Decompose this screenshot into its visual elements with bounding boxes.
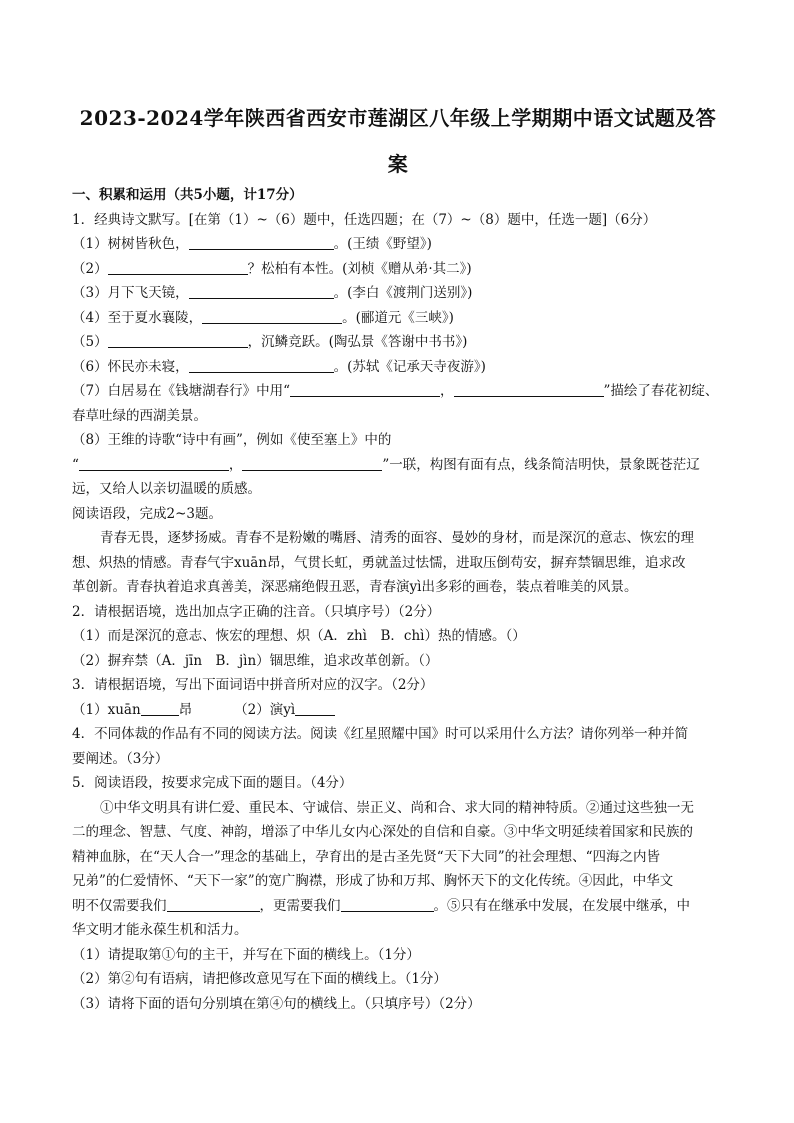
answer-blank[interactable] xyxy=(141,701,179,716)
question-5-passage-line xyxy=(72,894,724,919)
question-1-item-6 xyxy=(72,355,724,380)
question-1-item-8-continued: 远，又给人以亲切温暖的质感。 xyxy=(72,481,261,497)
question-5-stem: 5．阅读语段，按要求完成下面的题目。（4分） xyxy=(72,775,353,791)
item-text: 。(李白《渡荆门送别》) xyxy=(333,285,473,301)
item-text: （3）月下飞天镜， xyxy=(72,285,189,301)
question-5-passage-line: 二的理念、智慧、气度、神韵，增添了中华儿女内心深处的自信和自豪。③中华文明延续着国家和民族的 xyxy=(72,824,693,840)
item-text: （6）怀民亦未寝， xyxy=(72,358,189,375)
question-2-item-1: （1）而是深沉的意志、恢宏的理想、炽（A．zhì B．chì）热的情感。（） xyxy=(72,628,526,644)
question-1-stem: 1．经典诗文默写。[在第（1）~（6）题中，任选四题；在（7）~（8）题中，任选一题]（6分） xyxy=(72,211,657,228)
answer-blank[interactable] xyxy=(242,456,382,471)
question-3-items xyxy=(72,698,724,723)
answer-blank[interactable] xyxy=(189,235,334,250)
item-text: ， xyxy=(228,456,243,473)
question-5-sub-3: （3）请将下面的语句分别填在第④句的横线上。（只填序号）（2分） xyxy=(72,995,481,1012)
item-text: （2） xyxy=(72,260,108,277)
question-4-line: 4．不同体裁的作品有不同的阅读方法。阅读《红星照耀中国》时可以采用什么方法？请你列举一种并简 xyxy=(72,726,689,742)
question-5-sub-1: （1）请提取第①句的主干，并写在下面的横线上。（1分） xyxy=(72,946,420,963)
question-3-stem: 3．请根据语境，写出下面词语中拼音所对应的汉字。（2分） xyxy=(72,677,434,693)
question-1-item-3 xyxy=(72,281,724,306)
item-text: ， xyxy=(440,383,454,399)
question-5-sub-2: （2）第②句有语病，请把修改意见写在下面的横线上。（1分） xyxy=(72,971,447,987)
reading-intro: 阅读语段，完成2~3题。 xyxy=(72,505,222,522)
item-text: ，沉鳞竞跃。(陶弘景《答谢中书书》) xyxy=(247,334,468,350)
item-text: 。⑤只有在继承中发展，在发展中继承，中 xyxy=(433,897,690,914)
item-text: （5） xyxy=(72,334,108,350)
reading-passage-line: 想、炽热的情感。青春气宇xuān昂，气贯长虹，勇就盖过怯懦，进取压倒苟安，摒弃禁锢思维，追求改 xyxy=(72,554,686,571)
answer-blank[interactable] xyxy=(189,358,334,373)
question-5-passage-line: 兄弟”的仁爱情怀、“天下一家”的宽广胸襟，形成了协和万邦、胸怀天下的文化传统。④因此，中华文 xyxy=(72,873,674,889)
section-heading: 一、积累和运用（共5小题，计17分） xyxy=(72,187,303,203)
question-2-item-2: （2）摒弃禁（A．jīn B．jìn）锢思维，追求改革创新。（） xyxy=(72,652,439,669)
item-text: 。(苏轼《记承天寺夜游》) xyxy=(333,358,486,375)
question-1-item-7-continued: 春草吐绿的西湖美景。 xyxy=(72,407,207,424)
item-text: ，更需要我们 xyxy=(259,897,341,914)
answer-blank[interactable] xyxy=(79,456,229,471)
question-1-item-7 xyxy=(72,379,724,404)
reading-passage-line: 青春无畏，逐梦扬威。青春不是粉嫩的嘴唇、清秀的面容、曼妙的身材，而是深沉的意志、恢宏的理 xyxy=(100,530,694,546)
item-text: 昂 xyxy=(178,701,193,718)
question-1-item-2 xyxy=(72,257,724,282)
answer-blank[interactable] xyxy=(341,897,434,912)
question-5-passage-line: 华文明才能永葆生机和活力。 xyxy=(72,922,248,938)
question-1-item-8-blanks xyxy=(72,453,724,478)
question-1-item-4 xyxy=(72,306,724,331)
item-text: “ xyxy=(72,456,79,473)
question-1-item-1 xyxy=(72,232,724,257)
question-1-item-5 xyxy=(72,330,724,355)
answer-blank[interactable] xyxy=(295,701,335,716)
answer-blank[interactable] xyxy=(189,284,334,299)
item-text: 明不仅需要我们 xyxy=(72,897,167,914)
answer-blank[interactable] xyxy=(108,333,248,348)
item-text: ？松柏有本性。(刘桢《赠从弟·其二》) xyxy=(247,260,472,277)
answer-blank[interactable] xyxy=(202,309,342,324)
answer-blank[interactable] xyxy=(167,897,260,912)
item-text: ”描绘了春花初绽、 xyxy=(603,383,719,399)
item-text: （1）树树皆秋色， xyxy=(72,236,189,252)
question-5-passage-line: ①中华文明具有讲仁爱、重民本、守诚信、崇正义、尚和合、求大同的精神特质。②通过这些独一无 xyxy=(100,799,694,816)
document-title-line1: 2023-2024学年陕西省西安市莲湖区八年级上学期期中语文试题及答 xyxy=(79,106,717,130)
item-text: （7）白居易在《钱塘湖春行》中用“ xyxy=(72,383,290,399)
item-text: ”一联，构图有面有点，线条简洁明快，景象既苍茫辽 xyxy=(382,456,700,473)
question-2-stem: 2．请根据语境，选出加点字正确的注音。（只填序号）（2分） xyxy=(72,603,441,620)
question-5-passage-line: 精神血脉，在“天人合一”理念的基础上，孕育出的是古圣先贤“天下大同”的社会理想、“四海之内皆 xyxy=(72,848,661,865)
item-text: 。(王绩《野望》) xyxy=(333,236,432,252)
document-body xyxy=(72,183,724,1016)
item-text: （4）至于夏水襄陵， xyxy=(72,309,203,326)
answer-blank[interactable] xyxy=(108,260,248,275)
item-text: （2）演yì xyxy=(234,701,296,718)
question-4-line: 要阐述。（3分） xyxy=(72,750,169,767)
document-title-line2: 案 xyxy=(387,152,409,176)
answer-blank[interactable] xyxy=(454,382,604,397)
item-text: （1）xuān xyxy=(72,701,141,718)
answer-blank[interactable] xyxy=(290,382,440,397)
reading-passage-line: 革创新。青春执着追求真善美，深恶痛绝假丑恶，青春演yì出多彩的画卷，装点着唯美的风景。 xyxy=(72,579,638,595)
item-text: 。(郦道元《三峡》) xyxy=(342,309,454,326)
question-1-item-8: （8）王维的诗歌“诗中有画”，例如《使至塞上》中的 xyxy=(72,432,392,448)
